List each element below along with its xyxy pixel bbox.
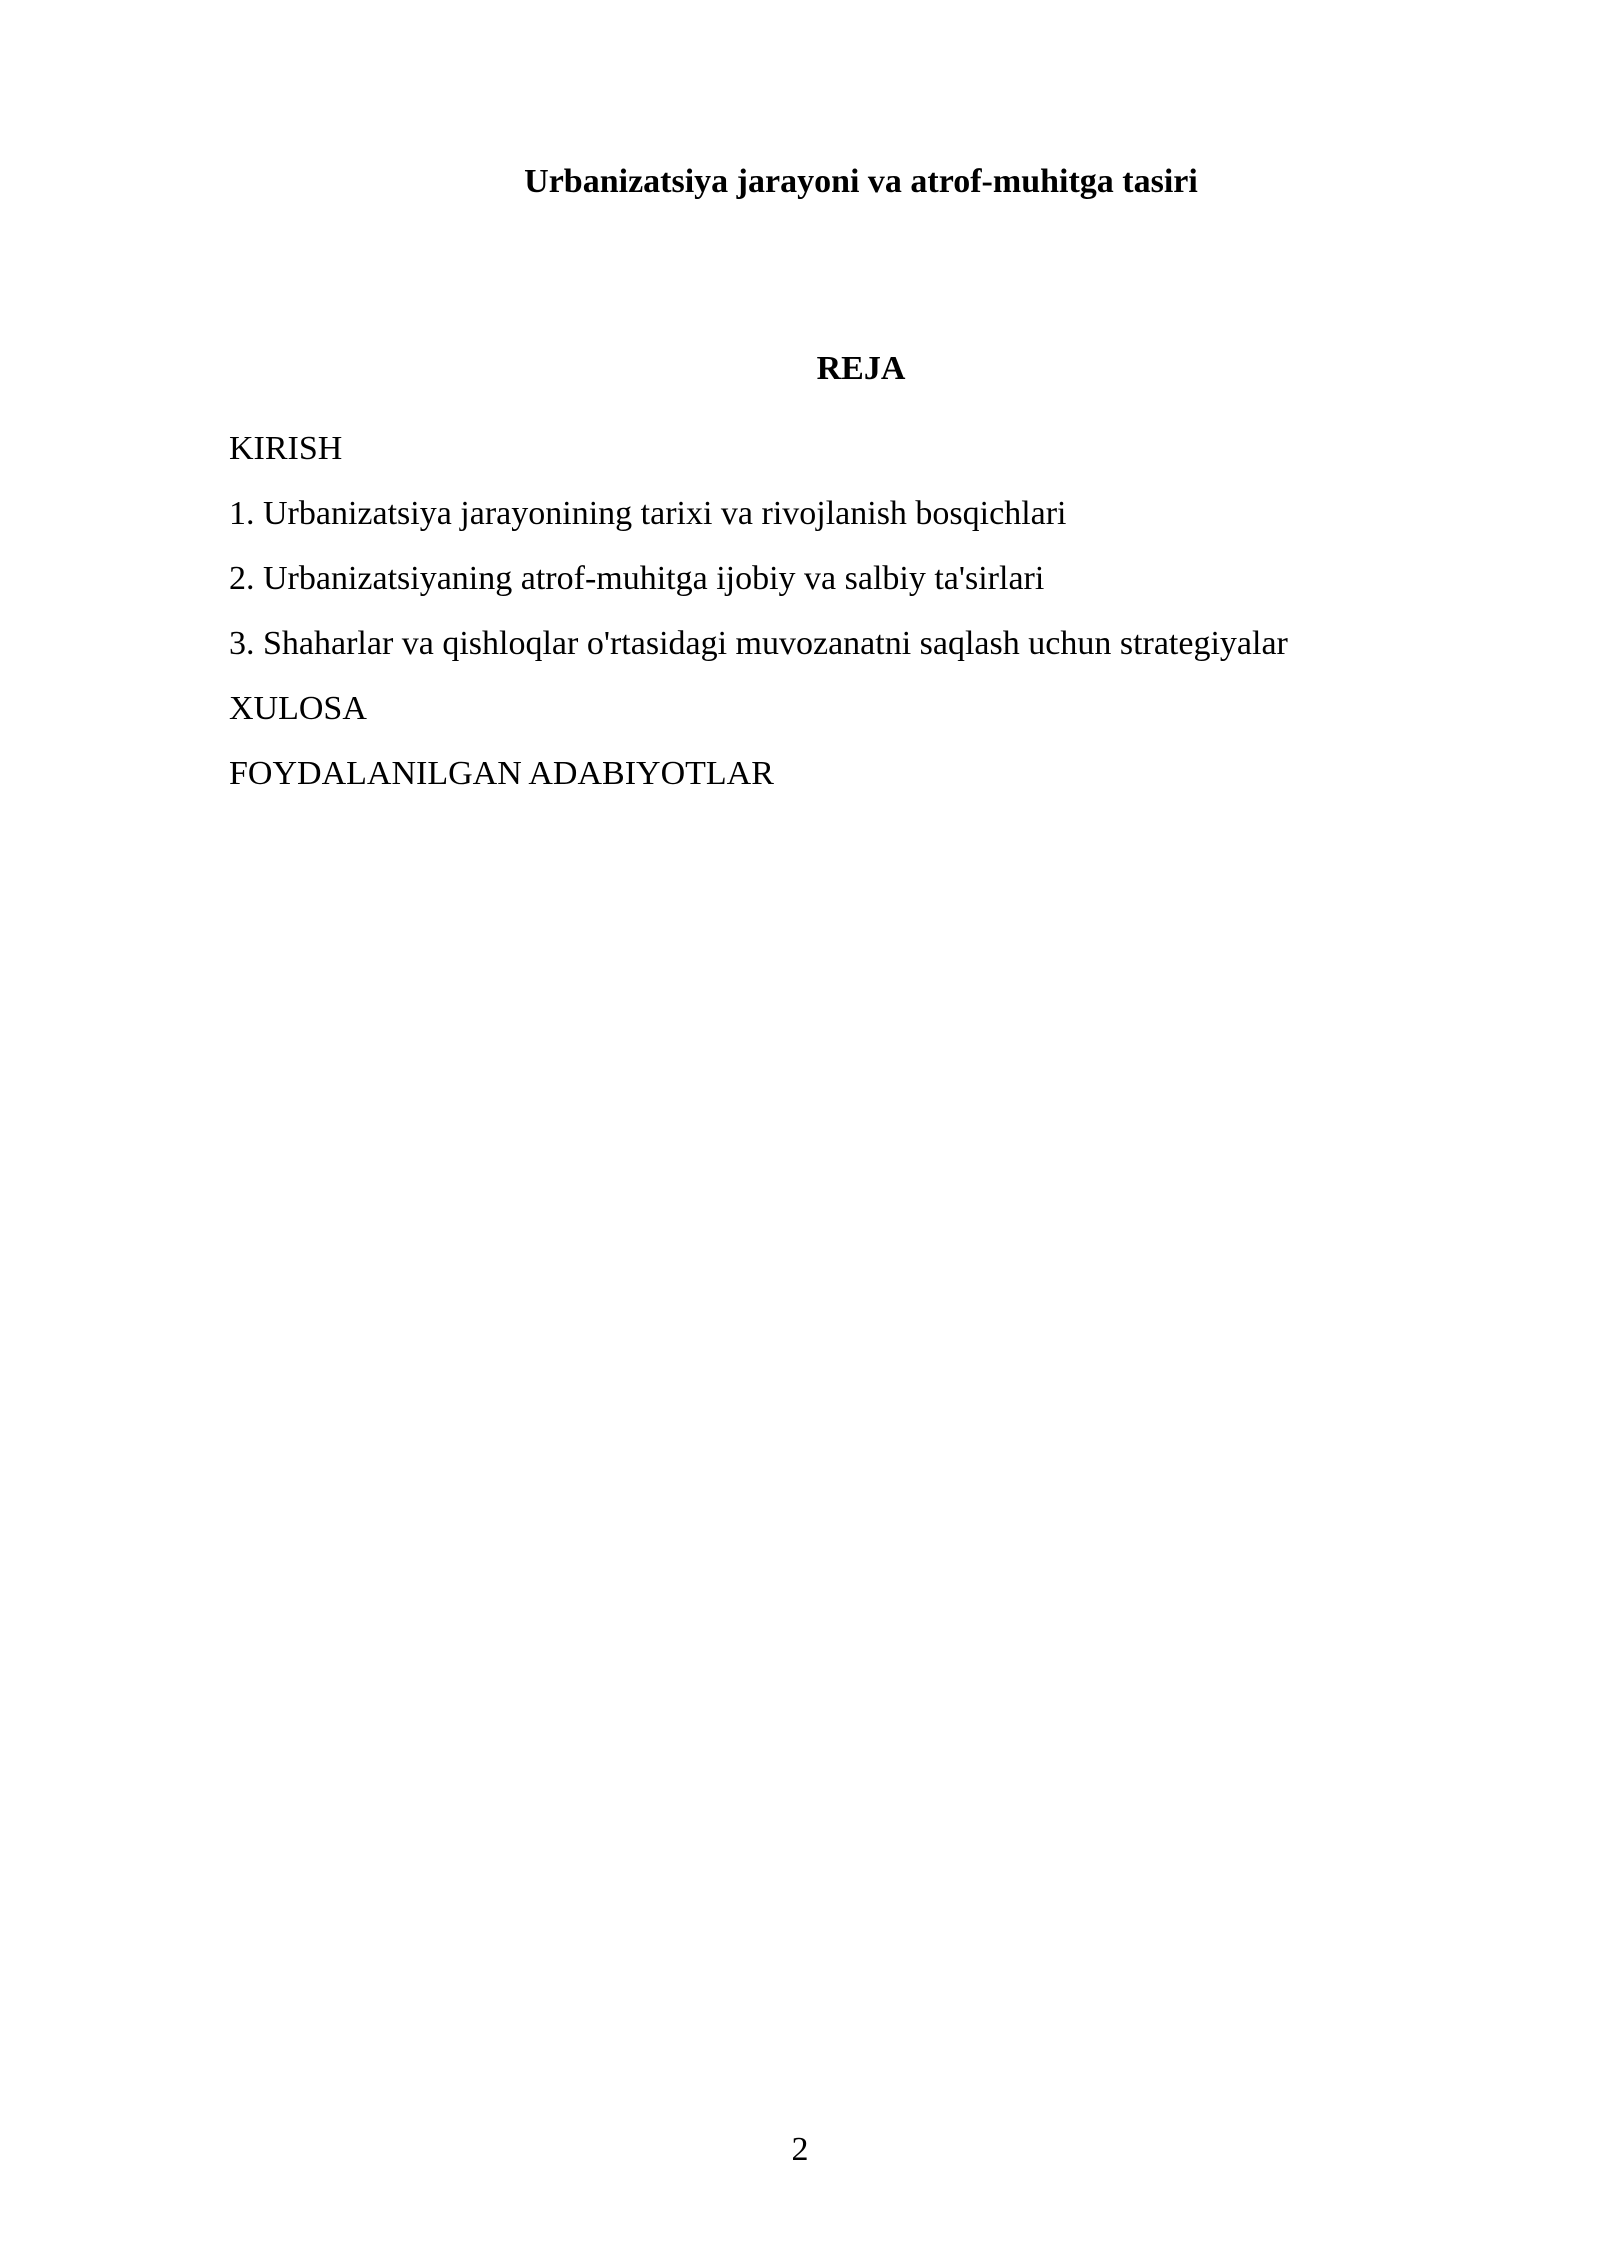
plan-item-references: FOYDALANILGAN ADABIYOTLAR (229, 755, 774, 792)
plan-item-conclusion: XULOSA (229, 690, 367, 727)
plan-item-introduction: KIRISH (229, 430, 343, 467)
plan-heading: REJA (816, 350, 906, 387)
plan-item-1: 1. Urbanizatsiya jarayonining tarixi va rivojlanish bosqichlari (229, 495, 1067, 532)
plan-item-3: 3. Shaharlar va qishloqlar o'rtasidagi muvozanatni saqlash uchun strategiyalar (229, 625, 1288, 662)
page-number: 2 (791, 2131, 809, 2168)
plan-item-2: 2. Urbanizatsiyaning atrof-muhitga ijobiy va salbiy ta'sirlari (229, 560, 1045, 597)
plan-list (229, 416, 1479, 806)
document-title: Urbanizatsiya jarayoni va atrof-muhitga tasiri (524, 163, 1198, 200)
